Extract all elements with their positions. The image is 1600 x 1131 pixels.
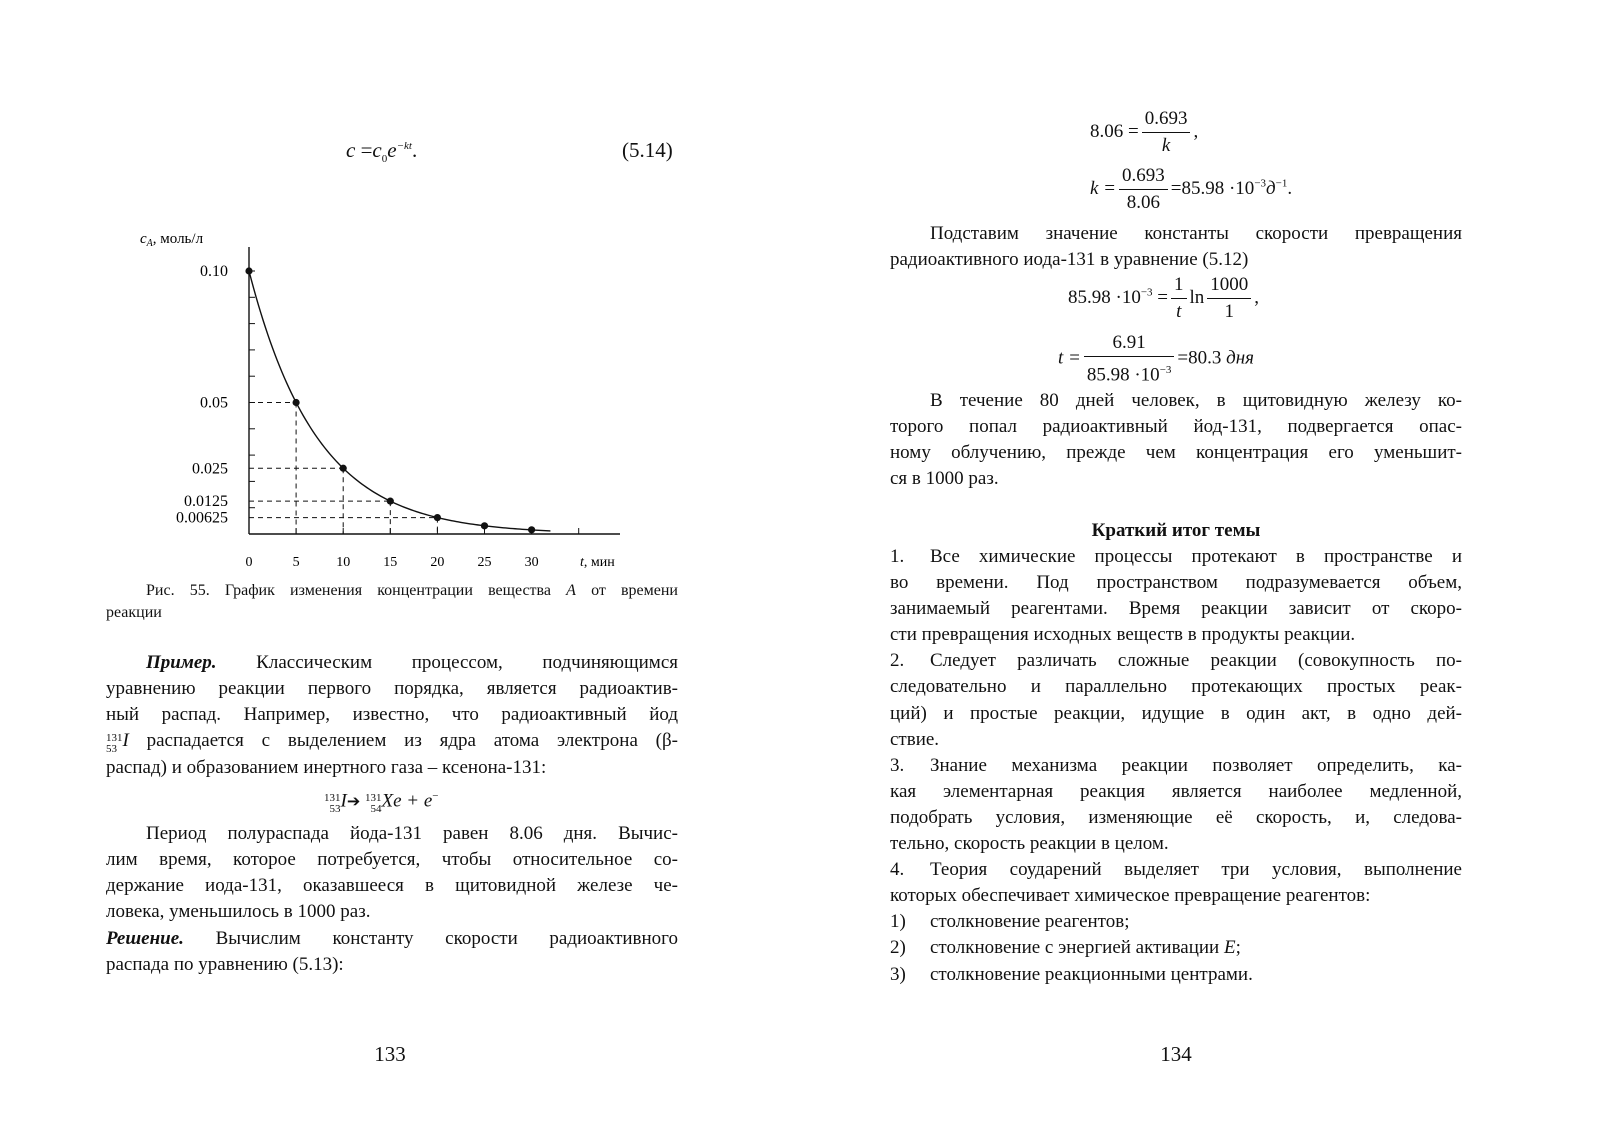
eq4-den	[1084, 357, 1175, 388]
conclusion-paragraph	[890, 388, 1462, 492]
condition-1	[890, 909, 1462, 935]
y-tick-label: 0.10	[200, 263, 228, 280]
eq-base: e	[387, 138, 397, 162]
equation-time	[1058, 330, 1254, 388]
solution-paragraph	[106, 926, 678, 978]
summary-item-1-line-2: во времени. Под пространством подразумевается объем,	[890, 572, 1462, 594]
equation-halflife	[1090, 106, 1198, 159]
eq3-eq: =	[1152, 286, 1169, 308]
eq1-end: ,	[1193, 120, 1199, 142]
eq-c0-sub: 0	[381, 153, 388, 166]
solution-line-2: распада по уравнению (5.13):	[106, 954, 344, 976]
example-line-5: распад) и образованием инертного газа – ксенона-131:	[106, 757, 547, 779]
eq2-exp: −3	[1254, 177, 1267, 190]
halflife-line-2: лим время, которое потребуется, чтобы относительное со-	[106, 849, 678, 871]
halflife-line-3: держание иода-131, оказавшееся в щитовидной железе че-	[106, 875, 678, 897]
data-point	[481, 522, 488, 529]
eq4-lhs: t =	[1058, 347, 1081, 369]
eq3-end: ,	[1254, 286, 1260, 308]
eq-end: .	[411, 138, 418, 162]
x-axis-label: t, мин	[580, 555, 615, 570]
iodine-notation	[106, 733, 123, 755]
data-point	[387, 498, 394, 505]
equation-5-14	[346, 138, 417, 165]
concentration-chart	[130, 222, 650, 577]
summary-item-2-line-4: ствие.	[890, 728, 940, 750]
summary-item-4-text-1: Теория соударений выделяет три условия, выполнение	[930, 859, 1462, 881]
summary-item-4-number: 4.	[890, 859, 905, 881]
figure-caption	[106, 580, 678, 624]
right-page	[800, 0, 1600, 1131]
substitute-paragraph	[890, 221, 1462, 273]
eq3-ln: ln	[1189, 286, 1205, 308]
example-line-1	[106, 650, 678, 676]
eq3-fraction-1	[1171, 272, 1187, 325]
eq3-exp: −3	[1140, 286, 1153, 299]
summary-item-3-line-1	[890, 753, 1462, 779]
eq4-fraction	[1084, 330, 1175, 388]
y-tick-label: 0.05	[200, 394, 228, 412]
decay-reaction	[324, 790, 439, 815]
halflife-line-1: Период полураспада йода-131 равен 8.06 дня. Вычис-	[146, 823, 678, 844]
x-tick-label: 10	[336, 555, 351, 570]
y-axis-label: $c_A$, моль/л	[140, 231, 204, 249]
equation-substitution	[1068, 272, 1259, 325]
condition-3-line	[890, 962, 1462, 988]
condition-3-text: столкновение реакционными центрами.	[930, 963, 1253, 985]
summary-item-4-line-1	[890, 857, 1462, 883]
summary-item-2-text-1: Следует различать сложные реакции (совокупность по-	[930, 650, 1462, 672]
iodine-mass: 131	[106, 732, 123, 745]
condition-1-line	[890, 909, 1462, 935]
y-tick-label: 0.025	[192, 460, 228, 478]
eq4-den-value: 85.98 ·10	[1086, 364, 1160, 386]
conclusion-line-1: В течение 80 дней человек, в щитовидную железу ко-	[930, 390, 1462, 411]
summary-item-3	[890, 753, 1462, 857]
reaction-xenon-nums	[365, 793, 382, 815]
eq4-den-exp: −3	[1159, 364, 1172, 376]
condition-3-number: 3)	[890, 963, 906, 985]
summary-item-1	[890, 544, 1462, 648]
eq3-den1: t	[1176, 301, 1182, 322]
iodine-symbol: I	[122, 730, 129, 752]
summary-item-3-line-4: тельно, скорость реакции в целом.	[890, 833, 1169, 855]
reaction-iodine-nums	[324, 793, 341, 815]
eq2-unit: д	[1266, 177, 1276, 199]
eq1-lhs: 8.06 =	[1090, 120, 1139, 142]
summary-item-4-line-2: которых обеспечивает химическое превращение реагентов:	[890, 885, 1371, 907]
caption-line-2: реакции	[106, 604, 162, 621]
summary-item-4	[890, 857, 1462, 909]
reaction-iodine-mass: 131	[324, 792, 341, 805]
summary-item-3-number: 3.	[890, 754, 905, 776]
data-point	[528, 526, 535, 533]
eq3-fraction-2	[1207, 272, 1251, 325]
summary-item-1-line-1	[890, 544, 1462, 570]
equation-rate-constant	[1090, 163, 1292, 216]
halflife-paragraph	[106, 821, 678, 925]
caption-line-1: Рис. 55. График изменения концентрации вещества A от времени	[146, 582, 678, 599]
reaction-iodine: I	[340, 790, 347, 812]
example-line-2: уравнению реакции первого порядка, является радиоактив-	[106, 678, 678, 700]
eq1-fraction	[1142, 106, 1191, 159]
halflife-line-4: ловека, уменьшилось в 1000 раз.	[106, 901, 371, 923]
eq4-rhs: =80.3	[1177, 347, 1222, 369]
condition-1-number: 1)	[890, 911, 906, 933]
eq2-unit-exp: −1	[1275, 177, 1288, 190]
condition-2-line	[890, 935, 1462, 961]
example-paragraph	[106, 650, 678, 781]
y-tick-label: 0.00625	[176, 509, 228, 527]
eq3-lhs: 85.98 ·10	[1068, 286, 1141, 308]
condition-3	[890, 962, 1462, 988]
eq4-unit: дня	[1226, 347, 1254, 369]
iodine-atomic: 53	[106, 743, 117, 756]
reaction-electron: + e	[406, 790, 433, 812]
condition-2-number: 2)	[890, 937, 906, 959]
eq2-den: 8.06	[1126, 192, 1161, 213]
x-tick-label: 20	[430, 555, 445, 570]
eq4-num: 6.91	[1084, 330, 1175, 357]
eq3-den2: 1	[1224, 301, 1235, 322]
eq2-lhs: k =	[1090, 177, 1117, 199]
reaction-xenon: Xe	[381, 790, 402, 812]
summary-item-1-line-3: занимаемый реагентами. Время реакции зависит от скоро-	[890, 598, 1462, 620]
eq-c0: c	[372, 138, 382, 162]
solution-label: Решение.	[106, 928, 184, 949]
eq2-rhs: =85.98 ·10	[1170, 177, 1255, 199]
x-tick-label: 30	[524, 555, 539, 570]
y-tick-label: 0.0125	[184, 493, 228, 511]
x-tick-label: 0	[245, 555, 253, 570]
example-line-4	[106, 728, 678, 755]
substitute-line-2: радиоактивного иода-131 в уравнение (5.12)	[890, 249, 1249, 271]
summary-item-3-line-2: кая элементарная реакция является наиболее медленной,	[890, 780, 1462, 802]
summary-item-2	[890, 648, 1462, 752]
summary-item-3-text-1: Знание механизма реакции позволяет определить, ка-	[930, 754, 1462, 776]
summary-item-2-line-3: ций) и простые реакции, идущие в один акт, в одно дей-	[890, 702, 1462, 724]
summary-heading: Краткий итог темы	[1091, 520, 1261, 541]
data-point	[293, 399, 300, 406]
page-number-left: 133	[374, 1042, 406, 1066]
data-point	[434, 514, 441, 521]
eq2-fraction	[1119, 163, 1168, 216]
x-tick-label: 15	[383, 555, 398, 570]
summary-item-1-number: 1.	[890, 546, 905, 567]
eq2-num: 0.693	[1119, 163, 1168, 190]
conclusion-line-4: ся в 1000 раз.	[890, 468, 999, 490]
reaction-xenon-mass: 131	[364, 792, 382, 805]
summary-item-2-line-1	[890, 648, 1462, 674]
data-point	[245, 267, 252, 274]
conclusion-line-3: ному облучению, прежде чем концентрация его уменьшит-	[890, 442, 1462, 464]
substitute-line-1: Подставим значение константы скорости превращения	[930, 223, 1462, 244]
example-text-4: распадается с выделением из ядра атома электрона (β-	[128, 730, 678, 752]
reaction-electron-charge: −	[432, 790, 439, 802]
example-line-3: ный распад. Например, известно, что радиоактивный йод	[106, 704, 678, 726]
eq1-den: k	[1161, 135, 1171, 156]
reaction-iodine-atomic: 53	[329, 803, 341, 816]
eq-exponent: −kt	[396, 140, 412, 152]
eq1-num: 0.693	[1142, 106, 1191, 133]
x-tick-label: 5	[292, 555, 300, 570]
eq3-num2: 1000	[1207, 272, 1251, 299]
condition-2	[890, 935, 1462, 961]
data-point	[340, 465, 347, 472]
reaction-xenon-atomic: 54	[370, 803, 382, 816]
summary-item-2-number: 2.	[890, 650, 905, 672]
example-text-1: Классическим процессом, подчиняющимся	[216, 652, 678, 673]
solution-text-1: Вычислим константу скорости радиоактивного	[183, 928, 678, 949]
condition-1-text: столкновение реагентов;	[930, 911, 1130, 933]
eq-equals: =	[360, 138, 373, 162]
page-number-right: 134	[1160, 1042, 1192, 1066]
summary-item-1-line-4: сти превращения исходных веществ в продукты реакции.	[890, 624, 1356, 646]
example-label: Пример.	[146, 652, 217, 673]
x-tick-label: 25	[477, 555, 492, 570]
summary-item-3-line-3: подобрать условия, изменяющие её скорость, и, следова-	[890, 806, 1462, 828]
condition-2-text: столкновение с энергией активации E;	[930, 937, 1241, 959]
eq2-end: .	[1287, 177, 1293, 199]
eq-lhs: c	[346, 138, 356, 162]
summary-item-1-text-1: Все химические процессы протекают в пространстве и	[930, 546, 1462, 567]
equation-number: (5.14)	[622, 138, 673, 162]
eq3-num1: 1	[1171, 272, 1187, 299]
conclusion-line-2: торого попал радиоактивный йод-131, подвергается опас-	[890, 416, 1462, 438]
summary-list	[890, 544, 1462, 988]
solution-line-1	[106, 926, 678, 952]
reaction-arrow: ➔	[346, 791, 361, 811]
summary-item-2-line-2: следовательно и параллельно протекающих простых реак-	[890, 676, 1462, 698]
